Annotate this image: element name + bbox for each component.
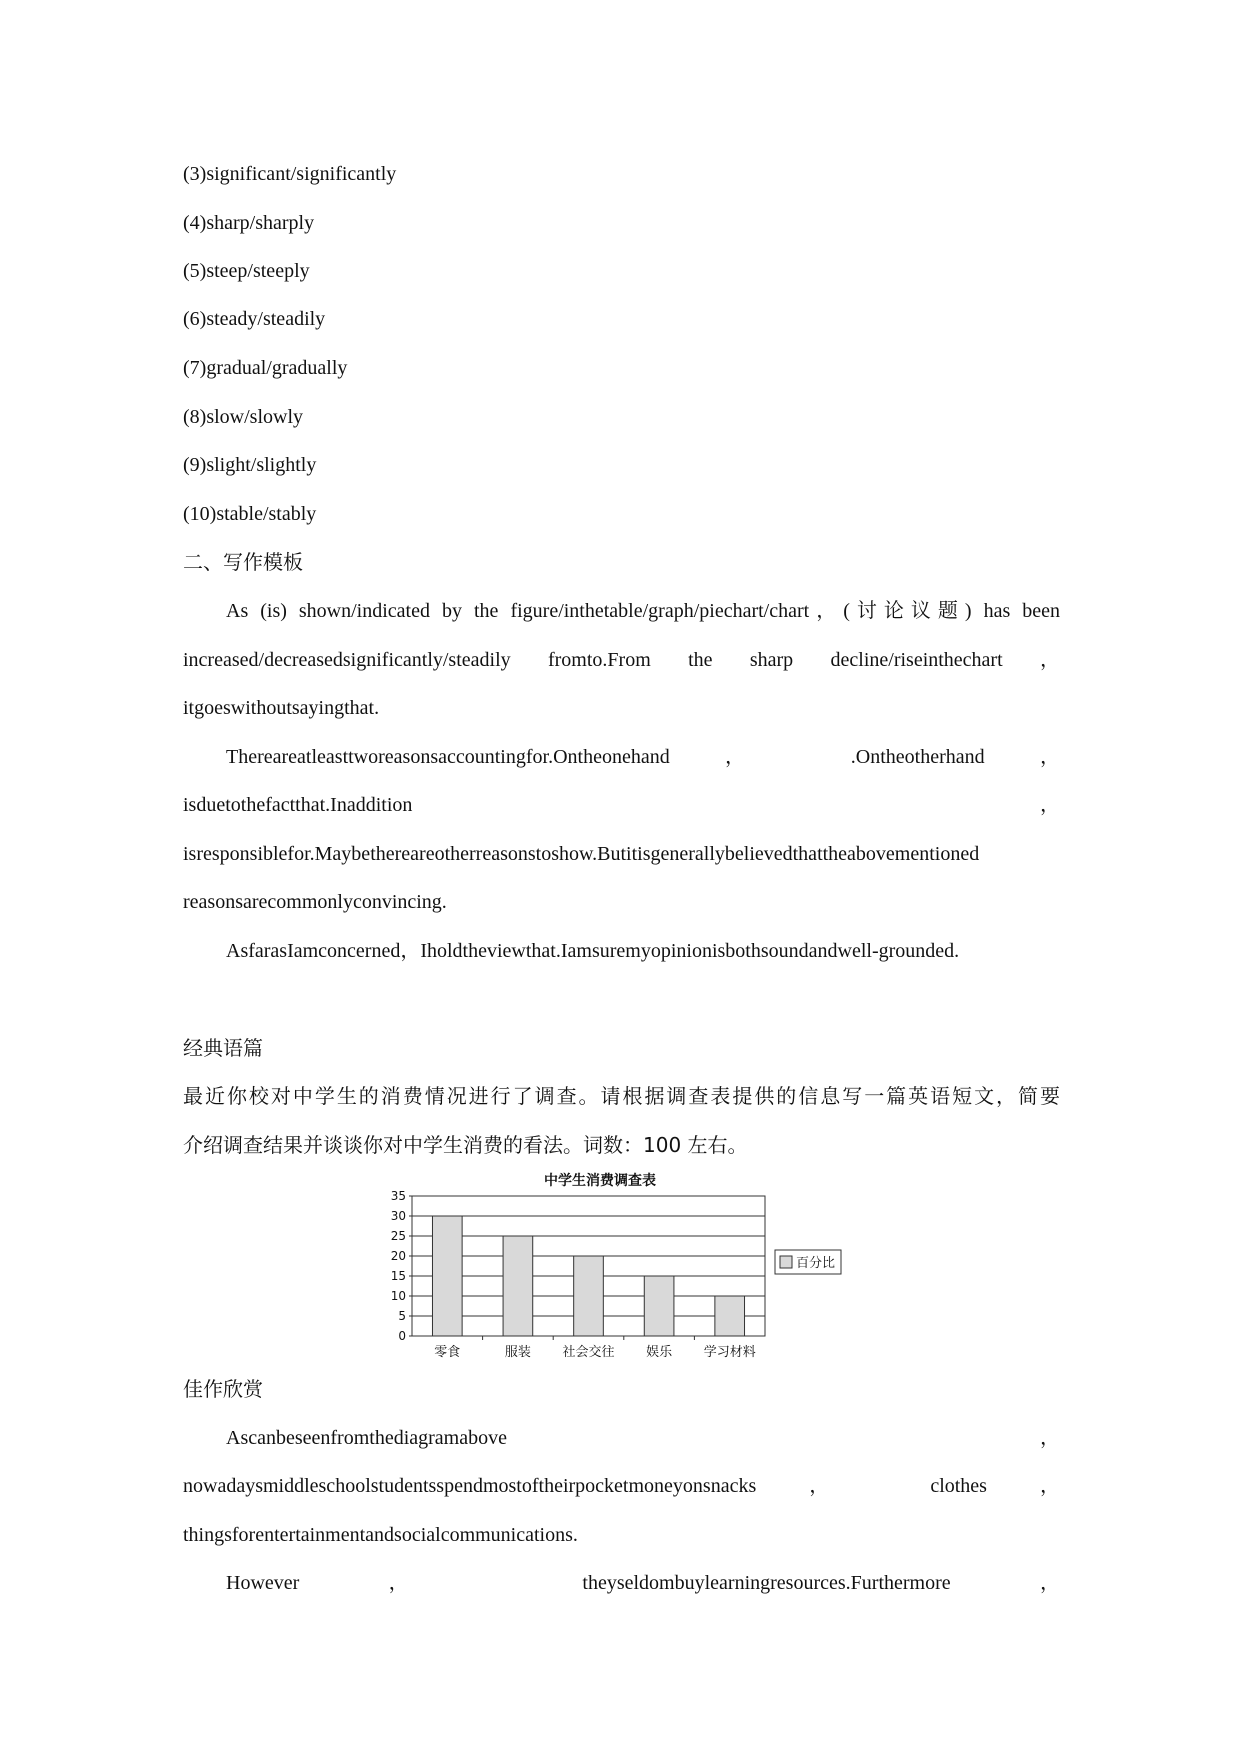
classic-heading: 经典语篇 bbox=[183, 1036, 263, 1060]
classic-prompt-line1: 最近你校对中学生的消费情况进行了调查。请根据调查表提供的信息写一篇英语短文，简要 bbox=[183, 1084, 1060, 1108]
chart-legend bbox=[775, 1250, 841, 1274]
word-list-item: (8)slow/slowly bbox=[183, 406, 303, 428]
y-tick-label: 25 bbox=[390, 1229, 406, 1243]
word-list-item: (7)gradual/gradually bbox=[183, 357, 348, 379]
word-list-item: (10)stable/stably bbox=[183, 503, 317, 525]
appreciation-heading: 佳作欣赏 bbox=[183, 1377, 263, 1401]
legend-swatch bbox=[780, 1256, 792, 1268]
word-list-item: (9)slight/slightly bbox=[183, 454, 317, 476]
y-tick-label: 10 bbox=[390, 1289, 406, 1303]
bar bbox=[644, 1276, 674, 1336]
y-tick-label: 35 bbox=[390, 1189, 406, 1203]
appreciation-para2-line1: However ， theyseldombuylearningresources.Furthermore ， bbox=[226, 1572, 1060, 1594]
x-tick-label: 学习材料 bbox=[703, 1345, 756, 1360]
classic-prompt-line2: 介绍调查结果并谈谈你对中学生消费的看法。词数：100 左右。 bbox=[183, 1133, 748, 1157]
y-tick-label: 20 bbox=[390, 1249, 406, 1263]
x-tick-label: 社会交往 bbox=[562, 1345, 615, 1360]
template-para2-line4: reasonsarecommonlyconvincing. bbox=[183, 891, 447, 913]
word-list-item: (3)significant/significantly bbox=[183, 163, 397, 185]
bar bbox=[432, 1216, 462, 1336]
template-heading: 二、写作模板 bbox=[183, 550, 303, 574]
word-list-item: (5)steep/steeply bbox=[183, 260, 310, 282]
template-para2-line3: isresponsiblefor.Maybethereareotherreasonstoshow.Butitisgenerallybelievedthattheabovementioned bbox=[183, 843, 980, 865]
template-para3-line1: AsfarasIamconcerned，Iholdtheviewthat.Iamsuremyopinionisbothsoundandwell-grounded. bbox=[226, 940, 960, 962]
legend-label: 百分比 bbox=[796, 1256, 836, 1271]
chart-svg bbox=[380, 1168, 860, 1378]
y-tick-label: 15 bbox=[390, 1269, 406, 1283]
template-para1-line2: increased/decreasedsignificantly/steadily fromto.From the sharp decline/riseinthechart ， bbox=[183, 649, 1060, 671]
chart-title: 中学生消费调查表 bbox=[544, 1173, 656, 1189]
bar bbox=[503, 1236, 533, 1336]
bar bbox=[574, 1256, 604, 1336]
x-tick-label: 零食 bbox=[434, 1345, 461, 1360]
template-para2-line1: Thereareatleasttworeasonsaccountingfor.Ontheonehand ， .Ontheotherhand ， bbox=[226, 746, 1060, 768]
x-tick-label: 娱乐 bbox=[646, 1345, 673, 1360]
appreciation-para1-line3: thingsforentertainmentandsocialcommunications. bbox=[183, 1524, 578, 1546]
bar bbox=[715, 1296, 745, 1336]
x-tick-label: 服装 bbox=[504, 1345, 531, 1360]
appreciation-para1-line2: nowadaysmiddleschoolstudentsspendmostoftheirpocketmoneyonsnacks ， clothes ， bbox=[183, 1475, 1060, 1497]
appreciation-para1-line1: Ascanbeseenfromthediagramabove ， bbox=[226, 1427, 1060, 1449]
template-para1-line1: As (is) shown/indicated by the figure/inthetable/graph/piechart/chart，(讨论议题) has been bbox=[226, 600, 1060, 622]
template-para1-line3: itgoeswithoutsayingthat. bbox=[183, 697, 380, 719]
word-list-item: (6)steady/steadily bbox=[183, 308, 326, 330]
word-list-item: (4)sharp/sharply bbox=[183, 212, 315, 234]
y-tick-label: 0 bbox=[398, 1329, 406, 1343]
consumption-bar-chart bbox=[380, 1168, 860, 1378]
y-tick-label: 5 bbox=[398, 1309, 406, 1323]
template-para2-line2: isduetothefactthat.Inaddition ， bbox=[183, 794, 1060, 816]
y-tick-label: 30 bbox=[390, 1209, 406, 1223]
